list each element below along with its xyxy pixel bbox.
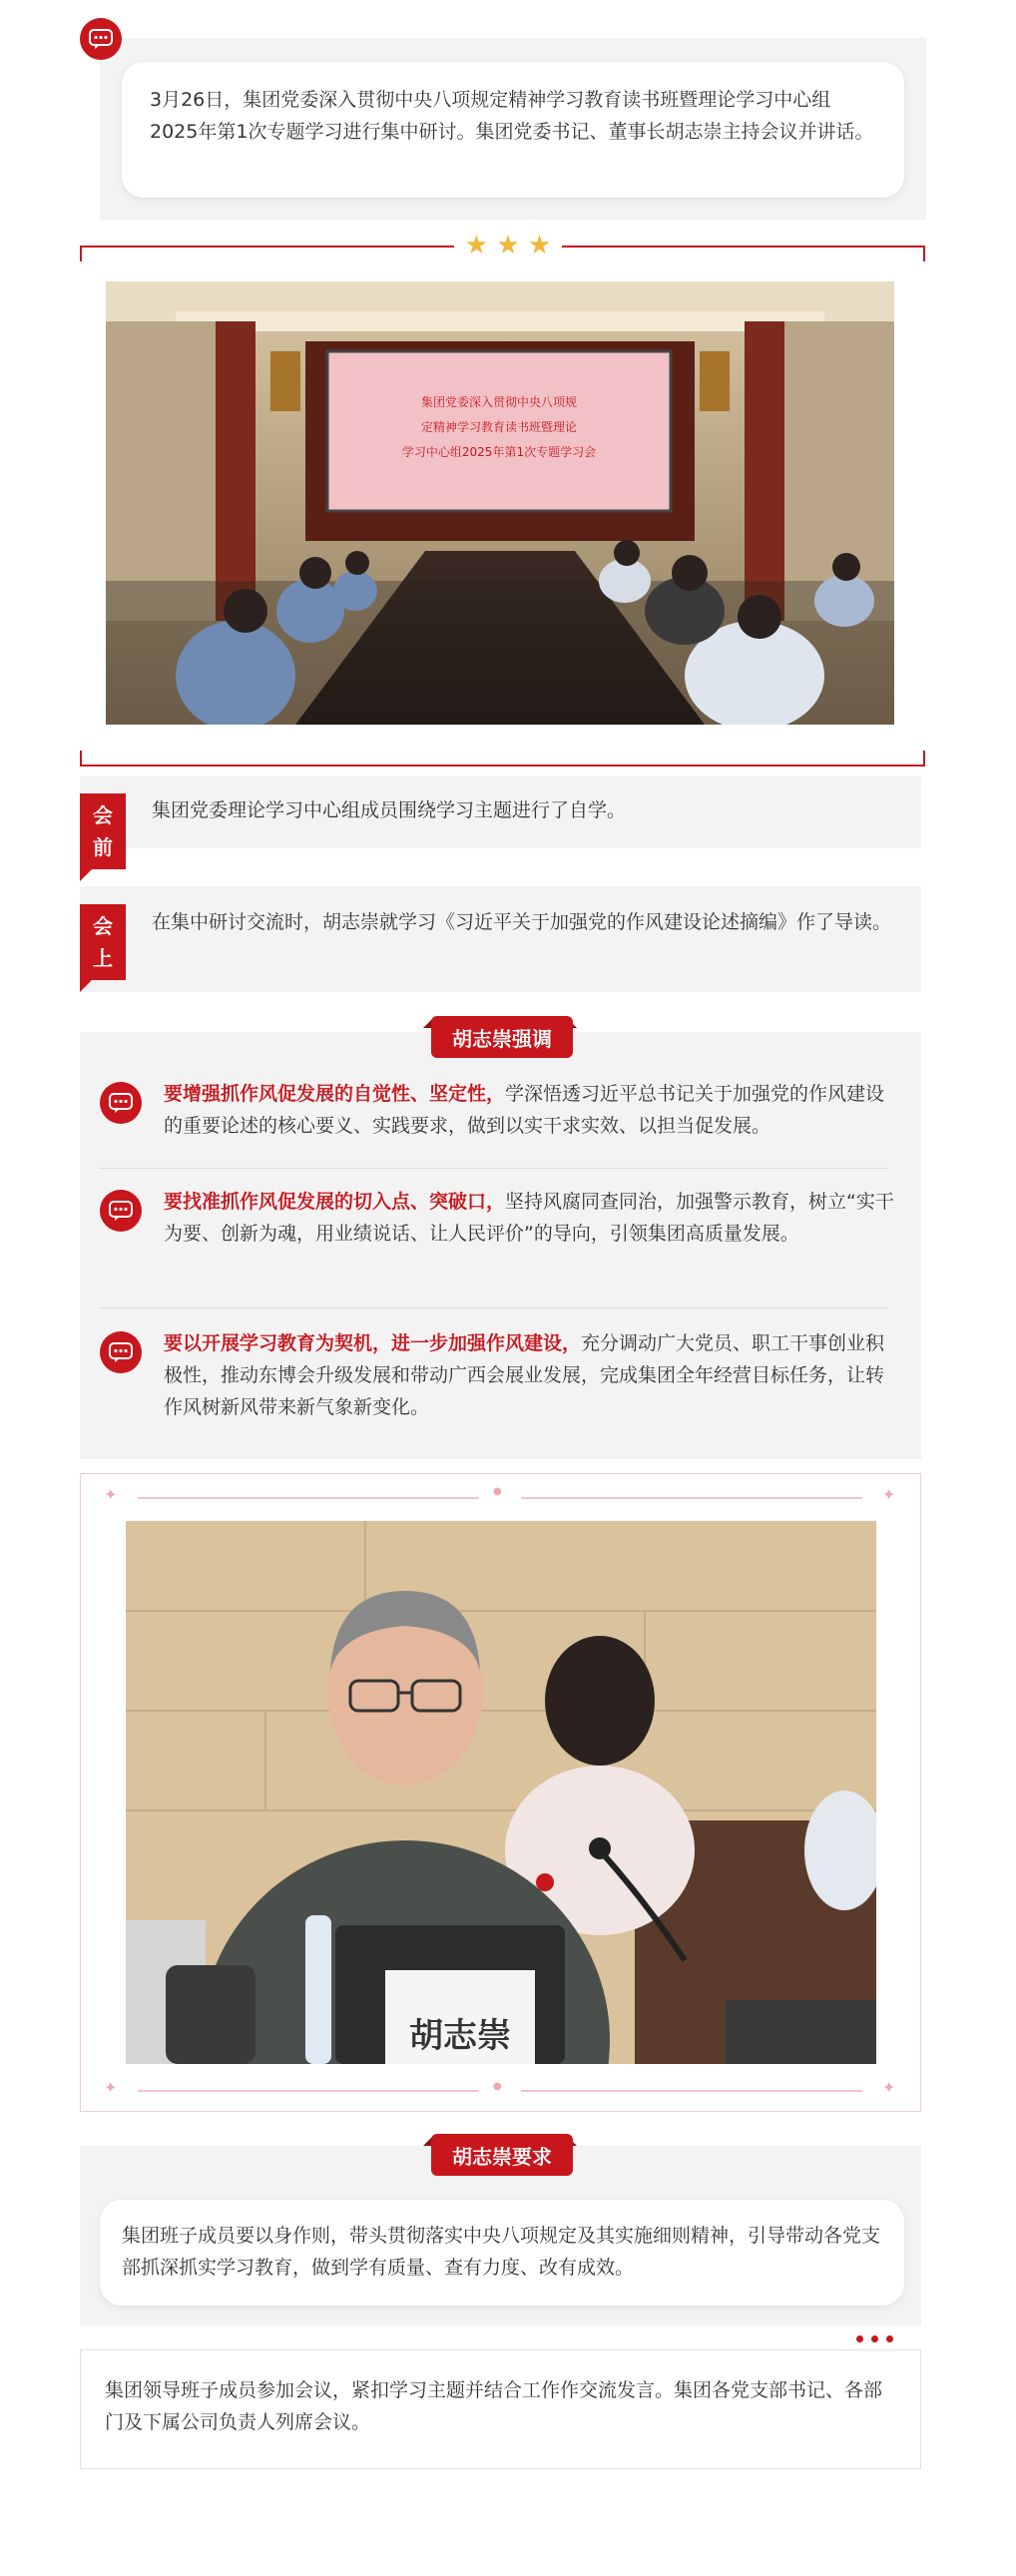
tag-fold xyxy=(80,980,92,992)
screen-line-3: 学习中心组2025年第1次专题学习会 xyxy=(401,445,597,459)
sparkle-icon: ● xyxy=(493,1486,502,1497)
sparkle-icon: ✦ xyxy=(104,1485,118,1504)
sparkle-icon: ✦ xyxy=(104,2078,118,2097)
photo-frame-bottom xyxy=(80,751,925,767)
frame-line xyxy=(521,2090,862,2092)
emphasis-item-text xyxy=(164,1078,898,1142)
emphasis-item xyxy=(100,1186,898,1295)
star-icon: ★ ★ ★ xyxy=(454,228,562,263)
emphasis-item xyxy=(100,1327,898,1437)
sparkle-icon: ✦ xyxy=(882,2078,896,2097)
frame-line xyxy=(138,2090,479,2092)
before-meeting-text: 集团党委理论学习中心组成员围绕学习主题进行了自学。 xyxy=(152,799,627,821)
dots-decoration xyxy=(856,2335,893,2342)
emphasis-item-lead: 要找准抓作风促发展的切入点、突破口， xyxy=(164,1191,506,1213)
screen-line-2: 定精神学习教育读书班暨理论 xyxy=(420,420,578,434)
sparkle-icon: ✦ xyxy=(882,1485,896,1504)
frame-line xyxy=(138,1497,479,1499)
emphasis-item-text xyxy=(164,1186,898,1250)
sparkle-icon: ● xyxy=(493,2081,502,2092)
emphasis-item-body: 坚持风腐同查同治，加强警示教育，树立“实干为要、创新为魂，用业绩说话、让人民评价”的导向，引领集团高质量发展。 xyxy=(164,1191,894,1245)
requirement-title: 胡志崇要求 xyxy=(431,2134,573,2176)
emphasis-item-body: 充分调动广大党员、职工干事创业积极性，推动东博会升级发展和带动广西会展业发展，完成集团全年经营目标任务，让转作风树新风带来新气象新变化。 xyxy=(164,1332,885,1418)
emphasis-item-body: 学深悟透习近平总书记关于加强党的作风建设的重要论述的核心要义、实践要求，做到以实干求实效、以担当促发展。 xyxy=(164,1083,885,1137)
during-meeting-tag xyxy=(80,904,126,980)
chat-bubble-icon xyxy=(100,1331,142,1373)
divider xyxy=(100,1307,888,1308)
nameplate-text: 胡志崇 xyxy=(409,2016,511,2056)
divider xyxy=(100,1168,888,1169)
frame-line xyxy=(521,1497,862,1499)
screen-line-1: 集团党委深入贯彻中央八项规 xyxy=(420,395,578,409)
emphasis-item-lead: 要以开展学习教育为契机，进一步加强作风建设， xyxy=(164,1332,582,1354)
closing-text: 集团领导班子成员参加会议，紧扣学习主题并结合工作作交流发言。集团各党支部书记、各部门及下属公司负责人列席会议。 xyxy=(80,2349,921,2469)
chat-bubble-icon xyxy=(100,1190,142,1232)
intro-text: 3月26日，集团党委深入贯彻中央八项规定精神学习教育读书班暨理论学习中心组2025年第1次专题学习进行集中研讨。集团党委书记、董事长胡志崇主持会议并讲话。 xyxy=(122,62,904,198)
tag-char: 会 xyxy=(93,914,113,938)
tag-char: 前 xyxy=(93,835,113,859)
emphasis-item-text xyxy=(164,1327,898,1423)
during-meeting-text: 在集中研讨交流时，胡志崇就学习《习近平关于加强党的作风建设论述摘编》作了导读。 xyxy=(152,911,892,933)
emphasis-item xyxy=(100,1078,898,1158)
tag-char: 上 xyxy=(93,946,113,970)
speaker-photo xyxy=(126,1521,876,2064)
during-meeting-panel xyxy=(80,886,921,992)
requirement-text: 集团班子成员要以身作则，带头贯彻落实中央八项规定及其实施细则精神，引导带动各党支部抓深抓实学习教育，做到学有质量、查有力度、改有成效。 xyxy=(100,2200,904,2306)
chat-bubble-icon xyxy=(80,18,122,60)
tag-fold xyxy=(80,869,92,881)
emphasis-item-lead: 要增强抓作风促发展的自觉性、坚定性， xyxy=(164,1083,506,1105)
tag-char: 会 xyxy=(93,803,113,827)
emphasis-title: 胡志崇强调 xyxy=(431,1016,573,1058)
before-meeting-tag xyxy=(80,793,126,869)
chat-bubble-icon xyxy=(100,1082,142,1124)
meeting-room-photo xyxy=(106,281,894,725)
